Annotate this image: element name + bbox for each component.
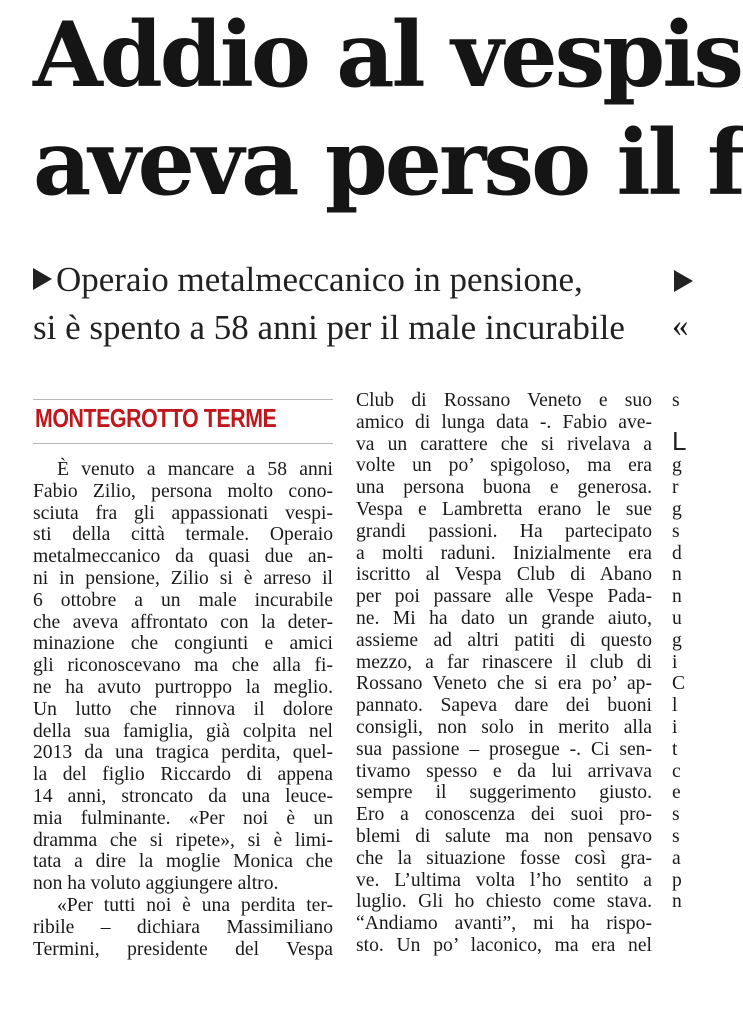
article-column-1 [33, 459, 333, 960]
text-line: g [672, 629, 682, 651]
text-line: c [672, 760, 681, 782]
headline-line-1: Addio al vespis [33, 2, 742, 108]
text-line: d [672, 542, 682, 564]
text-line: che aveva affrontato con la deter- [33, 611, 333, 633]
text-line: s [672, 825, 680, 847]
subhead-line-2: si è spento a 58 anni per il male incurabile [33, 308, 625, 347]
text-line: Un lutto che rinnova il dolore [33, 698, 333, 720]
text-line: n [672, 586, 682, 608]
text-line: sto. Un po’ laconico, ma era nel [356, 934, 652, 956]
text-line: Fabio Zilio, persona molto cono- [33, 480, 333, 502]
next-subhead-quote-fragment: « [672, 308, 689, 344]
text-line: s [672, 804, 680, 826]
text-line: r [672, 477, 679, 499]
text-line: la del figlio Riccardo di appena [33, 764, 333, 786]
text-line: tivamo spesso e da lui arrivava [356, 760, 652, 782]
text-line: che la situazione fosse così gra- [356, 847, 652, 869]
text-line: luglio. Gli ho chiesto come stava. [356, 891, 652, 913]
text-line: a molti raduni. Inizialmente era [356, 542, 652, 564]
text-line: ribile – dichiara Massimiliano [33, 916, 333, 938]
text-line: Rossano Veneto che si era po’ ap- [356, 673, 652, 695]
text-line: va un carattere che si rivelava a [356, 433, 652, 455]
text-line: g [672, 455, 682, 477]
text-line: Termini, presidente del Vespa [33, 938, 333, 960]
text-line: Ero a conoscenza dei suoi pro- [356, 804, 652, 826]
section-bottom-rule [33, 443, 333, 444]
text-line: mia fulminante. «Per noi è un [33, 807, 333, 829]
text-line: sempre il suggerimento giusto. [356, 782, 652, 804]
text-line: a [672, 847, 681, 869]
text-line: sua passione – prosegue -. Ci sen- [356, 738, 652, 760]
text-line: ne ha avuto purtroppo la meglio. [33, 676, 333, 698]
text-line: 6 ottobre a un male incurabile [33, 589, 333, 611]
text-line: s [672, 520, 680, 542]
text-line: della sua famiglia, già colpita nel [33, 720, 333, 742]
text-line: sti della città termale. Operaio [33, 524, 333, 546]
text-line: «Per tutti noi è una perdita ter- [57, 894, 333, 916]
text-line: Club di Rossano Veneto e suo [356, 390, 652, 411]
text-line: p [672, 869, 682, 891]
text-line: ve. L’ultima volta l’ho sentito a [356, 869, 652, 891]
text-line: i [672, 716, 678, 738]
next-subhead-triangle-icon [674, 270, 693, 292]
text-line: pannato. Sapeva dare dei buoni [356, 695, 652, 717]
subhead-line-1 [33, 262, 583, 297]
text-line: 14 anni, stroncato da una leuce- [33, 785, 333, 807]
text-line: n [672, 891, 682, 913]
triangle-bullet-icon [33, 268, 52, 290]
text-line: non ha voluto aggiungere altro. [33, 873, 279, 895]
text-line: grandi passioni. Ha partecipato [356, 520, 652, 542]
text-line: iscritto al Vespa Club di Abano [356, 564, 652, 586]
text-line: i [672, 651, 678, 673]
article-column-2 [356, 390, 652, 957]
text-line: t [672, 738, 678, 760]
article-column-3-fragment [672, 390, 702, 913]
headline-line-2: aveva perso il f [33, 110, 743, 216]
text-line: gli riconoscevano ma che alla fi- [33, 655, 333, 677]
text-line: una persona buona e generosa. [356, 477, 652, 499]
text-line: consigli, non solo in merito alla [356, 716, 652, 738]
text-line: mezzo, a far rinascere il club di [356, 651, 652, 673]
section-top-rule [33, 399, 333, 400]
text-line: amico di lunga data -. Fabio ave- [356, 411, 652, 433]
next-column-heading-fragment: L [672, 426, 687, 456]
text-line: s [672, 390, 680, 411]
text-line: l [672, 695, 678, 717]
text-line: È venuto a mancare a 58 anni [57, 459, 333, 480]
text-line: blemi di salute ma non pensavo [356, 825, 652, 847]
text-line: g [672, 498, 682, 520]
text-line: u [672, 607, 682, 629]
subhead-line-1-text: Operaio metalmeccanico in pensione, [56, 260, 583, 299]
text-line: tata a dire la moglie Monica che [33, 851, 333, 873]
text-line: sciuta fra gli appassionati vespi- [33, 502, 333, 524]
text-line: C [672, 673, 686, 695]
text-line: ne. Mi ha dato un grande aiuto, [356, 607, 652, 629]
text-line: Vespa e Lambretta erano le sue [356, 498, 652, 520]
text-line: metalmeccanico da quasi due an- [33, 546, 333, 568]
text-line: “Andiamo avanti”, mi ha rispo- [356, 913, 652, 935]
text-line: volte un po’ spigoloso, ma era [356, 455, 652, 477]
text-line: e [672, 782, 681, 804]
text-line: minazione che congiunti e amici [33, 633, 333, 655]
section-label: MONTEGROTTO TERME [35, 403, 277, 433]
text-line: 2013 da una tragica perdita, quel- [33, 742, 333, 764]
text-line: per poi passare alle Vespe Pada- [356, 586, 652, 608]
text-line: n [672, 564, 682, 586]
text-line: ni in pensione, Zilio si è arreso il [33, 567, 333, 589]
text-line: dramma che si ripete», si è limi- [33, 829, 333, 851]
text-line: assieme ad altri patiti di questo [356, 629, 652, 651]
